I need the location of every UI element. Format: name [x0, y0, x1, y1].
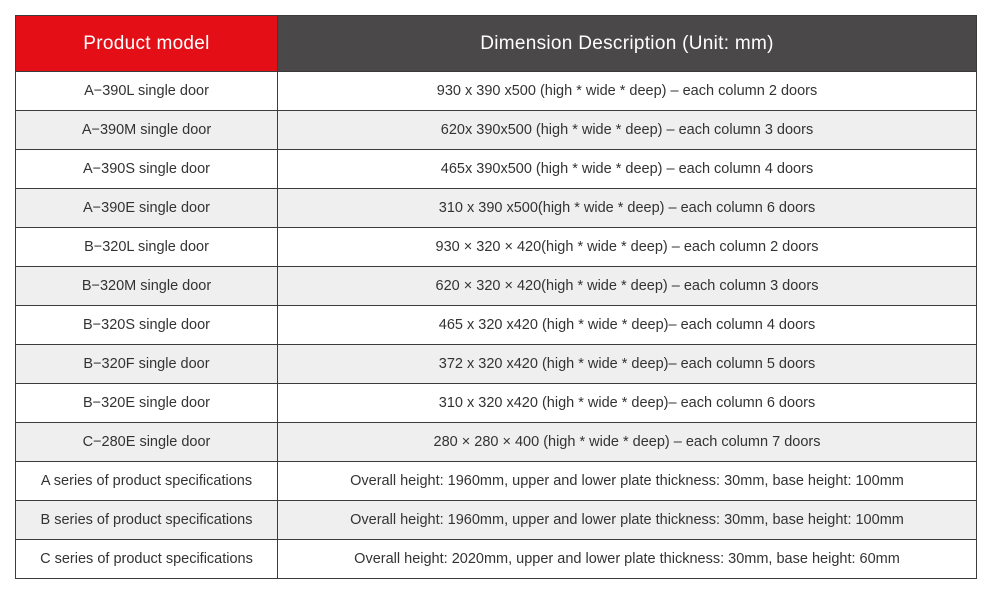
dimension-cell: 930 x 390 x500 (high * wide * deep) – each column 2 doors — [278, 72, 977, 111]
series-spec-description-cell: Overall height: 2020mm, upper and lower plate thickness: 30mm, base height: 60mm — [278, 540, 977, 579]
product-model-cell: B−320M single door — [16, 267, 278, 306]
table-row — [16, 228, 977, 267]
dimension-cell: 310 x 390 x500(high * wide * deep) – each column 6 doors — [278, 189, 977, 228]
product-model-cell: A−390L single door — [16, 72, 278, 111]
series-spec-cell: B series of product specifications — [16, 501, 278, 540]
product-spec-table — [15, 15, 977, 579]
series-spec-cell: A series of product specifications — [16, 462, 278, 501]
table-row — [16, 462, 977, 501]
product-model-header: Product model — [16, 16, 278, 72]
table-row — [16, 306, 977, 345]
table-row — [16, 540, 977, 579]
table-row — [16, 150, 977, 189]
product-model-cell: B−320L single door — [16, 228, 278, 267]
product-model-cell: B−320E single door — [16, 384, 278, 423]
table-row — [16, 111, 977, 150]
table-header-row — [16, 16, 977, 72]
table-row — [16, 267, 977, 306]
dimension-cell: 310 x 320 x420 (high * wide * deep)– each column 6 doors — [278, 384, 977, 423]
table-row — [16, 501, 977, 540]
series-spec-description-cell: Overall height: 1960mm, upper and lower plate thickness: 30mm, base height: 100mm — [278, 501, 977, 540]
dimension-cell: 930 × 320 × 420(high * wide * deep) – each column 2 doors — [278, 228, 977, 267]
dimension-cell: 280 × 280 × 400 (high * wide * deep) – each column 7 doors — [278, 423, 977, 462]
dimension-cell: 620 × 320 × 420(high * wide * deep) – each column 3 doors — [278, 267, 977, 306]
dimension-cell: 465x 390x500 (high * wide * deep) – each column 4 doors — [278, 150, 977, 189]
dimension-description-header: Dimension Description (Unit: mm) — [278, 16, 977, 72]
table-row — [16, 345, 977, 384]
table-row — [16, 384, 977, 423]
product-model-cell: C−280E single door — [16, 423, 278, 462]
dimension-cell: 372 x 320 x420 (high * wide * deep)– each column 5 doors — [278, 345, 977, 384]
product-model-cell: B−320S single door — [16, 306, 278, 345]
dimension-cell: 620x 390x500 (high * wide * deep) – each column 3 doors — [278, 111, 977, 150]
table-row — [16, 189, 977, 228]
table-row — [16, 72, 977, 111]
product-model-cell: A−390M single door — [16, 111, 278, 150]
series-spec-cell: C series of product specifications — [16, 540, 278, 579]
product-model-cell: B−320F single door — [16, 345, 278, 384]
series-spec-description-cell: Overall height: 1960mm, upper and lower plate thickness: 30mm, base height: 100mm — [278, 462, 977, 501]
table-row — [16, 423, 977, 462]
product-model-cell: A−390E single door — [16, 189, 278, 228]
product-model-cell: A−390S single door — [16, 150, 278, 189]
dimension-cell: 465 x 320 x420 (high * wide * deep)– each column 4 doors — [278, 306, 977, 345]
